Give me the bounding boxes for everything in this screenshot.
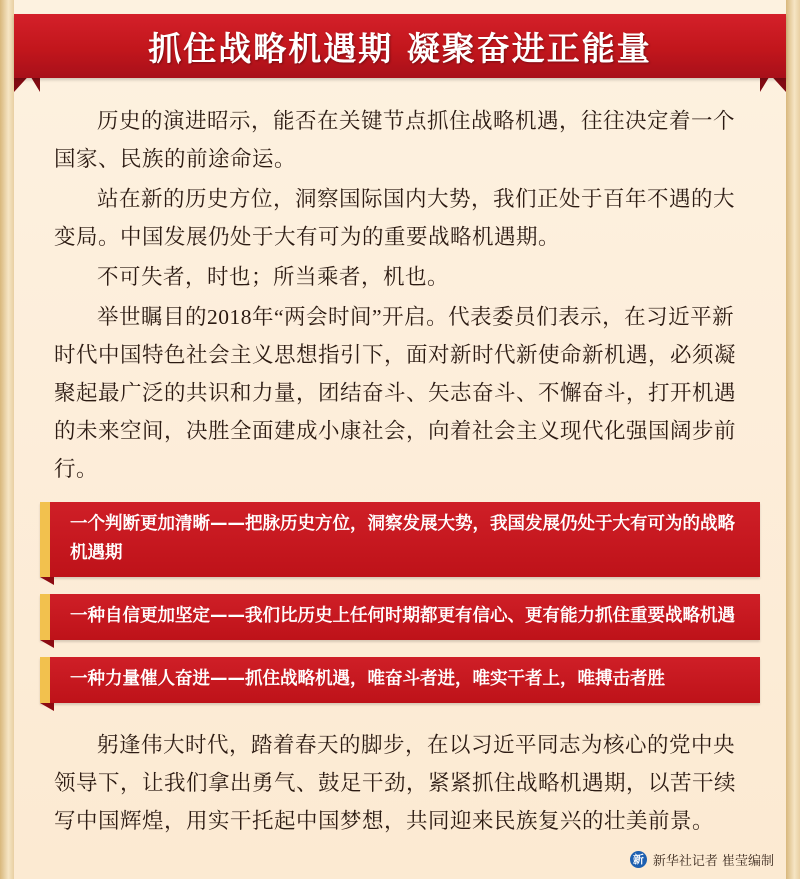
highlight-bar: 一种力量催人奋进——抓住战略机遇，唯奋斗者进，唯实干者上，唯搏击者胜	[40, 657, 760, 703]
page-title: 抓住战略机遇期 凝聚奋进正能量	[148, 28, 652, 68]
closing-paragraph: 躬逢伟大时代，踏着春天的脚步，在以习近平同志为核心的党中央领导下，让我们拿出勇气、鼓足干劲，紧紧抓住战略机遇期，以苦干续写中国辉煌，用实干托起中国梦想，共同迎来民族复兴的壮美前景。	[54, 733, 737, 833]
left-border-decoration	[0, 0, 14, 879]
paragraph-1: 历史的演进昭示，能否在关键节点抓住战略机遇，往往决定着一个国家、民族的前途命运。	[54, 109, 736, 171]
paragraph-2: 站在新的历史方位，洞察国际国内大势，我们正处于百年不遇的大变局。中国发展仍处于大有可为的重要战略机遇期。	[54, 187, 736, 249]
closing-section	[0, 720, 800, 840]
credit-footer	[630, 850, 774, 869]
paragraph-4: 举世瞩目的2018年“两会时间”开启。代表委员们表示，在习近平新时代中国特色社会主义思想指引下，面对新时代新使命新机遇，必须凝聚起最广泛的共识和力量，团结奋斗、矢志奋斗、不懈奋斗，打开机遇的未来空间，决胜全面建成小康社会，向着社会主义现代化强国阔步前行。	[54, 305, 737, 481]
paragraph-3: 不可失者，时也；所当乘者，机也。	[97, 265, 450, 289]
highlight-bar: 一个判断更加清晰——把脉历史方位，洞察发展大势，我国发展仍处于大有可为的战略机遇期	[40, 502, 760, 577]
xinhua-logo-icon: 新	[630, 851, 647, 868]
right-border-decoration	[786, 0, 800, 879]
highlight-bar-list	[40, 502, 760, 703]
title-banner	[14, 14, 786, 78]
highlight-bar: 一种自信更加坚定——我们比历史上任何时期都更有信心、更有能力抓住重要战略机遇	[40, 594, 760, 640]
credit-text: 新华社记者 崔莹编制	[652, 854, 774, 869]
title-banner-wrap	[14, 0, 786, 92]
article-body	[0, 92, 800, 488]
